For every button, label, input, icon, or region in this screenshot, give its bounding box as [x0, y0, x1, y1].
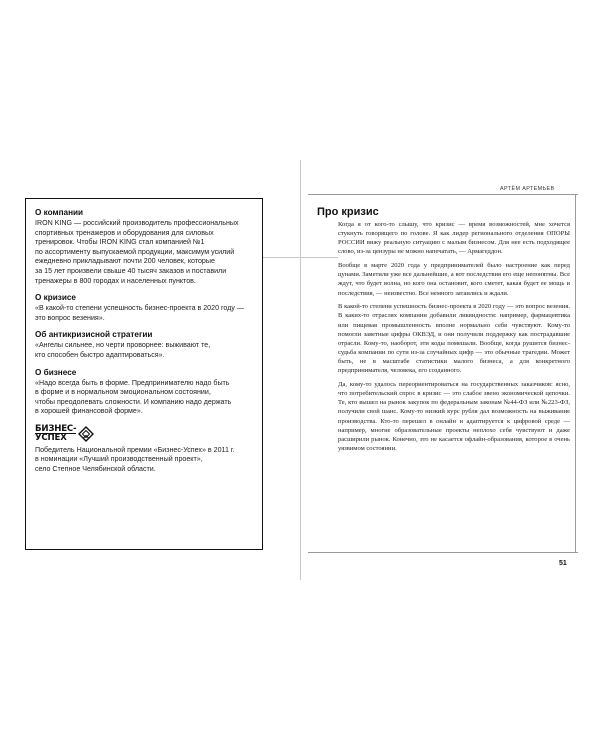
- about-line: за 15 лет произвели свыше 40 тысяч заказов и поставили: [35, 266, 227, 275]
- crisis-heading: О кризисе: [35, 293, 76, 303]
- business-line: в хорошей финансовой форме».: [35, 407, 143, 416]
- strategy-line: «Ангелы сильнее, но черти проворнее: выживают те,: [35, 341, 211, 350]
- about-line: тренировок. Чтобы IRON KING стал компанией №1: [35, 238, 205, 247]
- about-line: ежедневно прикладывают почти 200 человек, которые: [35, 257, 215, 266]
- strategy-heading: Об антикризисной стратегии: [35, 330, 153, 340]
- business-heading: О бизнесе: [35, 367, 77, 377]
- award-section: [35, 446, 254, 475]
- about-section: [35, 207, 254, 286]
- about-heading: О компании: [35, 208, 84, 217]
- business-line: «Надо всегда быть в форме. Предпринимателю надо быть: [35, 378, 230, 387]
- article-paragraph: Да, кому-то удалось переориентироваться на государственных заказчиков: ясно, что потребительский спрос в кризис — это слабое звено экономической цепочки. Те, кто вышел на рынок закупок по федеральным законам №44-ФЗ или №223-ФЗ, получили свой шанс. Кому-то низкий курс рубля дал возможность на выживание производства. Кто-то перешел в онлайн и адаптируется к цифровой среде — например, многие образовательные проекты неплохо себя чувствуют и даже расширили рынок. Конечно, это не касается офлайн-образования, которое в очень уязвимом состоянии.: [338, 381, 570, 453]
- company-info-box: [25, 198, 263, 550]
- strategy-section: [35, 329, 254, 360]
- crisis-section: [35, 292, 254, 323]
- article-body: [338, 220, 570, 458]
- section-title: Про кризис: [317, 206, 379, 218]
- margin-rule: [575, 194, 576, 552]
- about-line: IRON KING — российский производитель профессиональных: [35, 219, 239, 227]
- about-line: по ассортименту выпускаемой продукции, максимум усилий: [35, 247, 235, 256]
- award-logo-line2: УСПЕХ: [35, 433, 76, 442]
- crisis-line: это вопрос везения».: [35, 313, 105, 322]
- article-paragraph: В какой-то степени успешность бизнес-проекта в 2020 году — это вопрос везения. В каких-то отраслях компании добавили ликвидности: например, фармацевтика или пищевая промышленность вполне нормально себя чувствуют. Кому-то помогли заветные цифры ОКВЭД, и они получили поддержку как пострадавшие отрасли. Кому-то, наоборот, эти коды помешали. Вообще, когда рушится бизнес-судьба компании по сути из-за случайных цифр — это обычные трагедии. Может быть, не в масштабе статистики малого бизнеса, а для конкретного предпринимателя, человека, его созданного.: [338, 303, 570, 375]
- footer-rule: [308, 552, 578, 553]
- strategy-line: кто способен быстро адаптироваться».: [35, 350, 165, 359]
- award-logo-icon: [78, 426, 94, 442]
- award-logo-text: [35, 425, 76, 443]
- about-line: спортивных тренажеров и оборудования для силовых: [35, 228, 214, 237]
- award-line: Победитель Национальной премии «Бизнес-Успех» в 2011 г.: [35, 445, 235, 454]
- about-line: тренажеры в 800 городах и населенных пунктов.: [35, 276, 196, 285]
- running-head: АРТЁМ АРТЕМЬЕВ: [500, 186, 555, 192]
- business-line: чтобы преодолевать сложности. И компанию надо держать: [35, 397, 232, 406]
- business-section: [35, 367, 254, 417]
- business-line: в форме и в нормальном эмоциональном состоянии,: [35, 388, 211, 397]
- page-number: 51: [559, 560, 567, 567]
- article-paragraph: Вообще в марте 2020 года у предпринимателей было настроение как перед цунами. Заметили уже все дальнейшие, а вот последствия его еще непонятны. Все ждут, что будет волна, но кого она остановит, кого сметет, какая будет ее мощь и последствия, — неизвестно. Все немного затаились и ждали.: [338, 262, 570, 297]
- award-logo-line1: БИЗНЕС-: [35, 423, 77, 434]
- crisis-line: «В какой-то степени успешность бизнес-проекта в 2020 году —: [35, 304, 244, 313]
- award-line: в номинации «Лучший производственный проект»,: [35, 455, 203, 464]
- award-line: село Степное Челябинской области.: [35, 464, 156, 473]
- article-paragraph: Когда я от кого-то слышу, что кризис — время возможностей, мне хочется стукнуть говорящего по голове. Я как лидер регионального отделения ОПОРЫ РОССИИ вижу реальную ситуацию с малым бизнесом. Для нее есть подходящее слово, из-за цензуры не можно напечатать, — Армагеддон.: [338, 221, 570, 256]
- header-rule: [308, 194, 578, 195]
- page-crop-mark: [262, 257, 338, 258]
- page-gutter-line: [300, 160, 301, 580]
- award-logo: [35, 425, 254, 443]
